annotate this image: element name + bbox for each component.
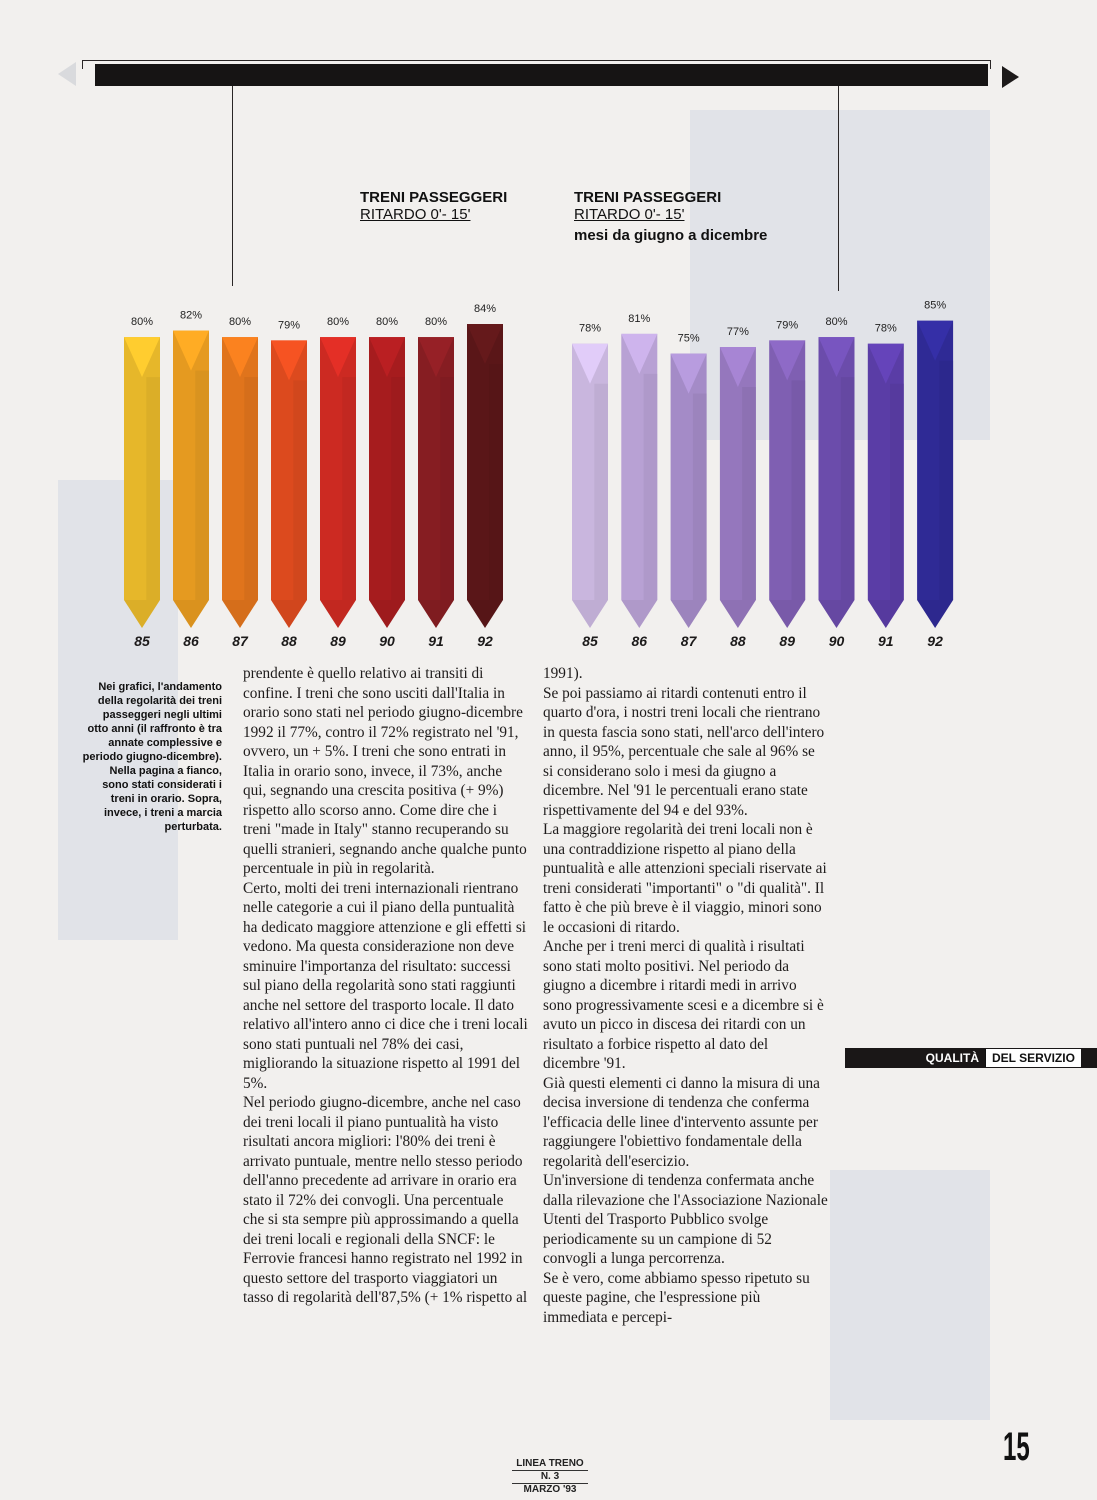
chart1-bar-tip [320, 600, 356, 628]
chart2-bar-tip [917, 600, 953, 628]
chart1-category-label: 89 [330, 633, 346, 649]
chart1-bar-88 [271, 340, 307, 628]
col2-paragraph-6: Un'inversione di tendenza confermata anche dalla rilevazione che l'Associazione Nazionale Utenti del Trasporto Pubblico svolge periodicamente su un campione di 52 convogli a lunga percorrenza. [543, 1172, 828, 1267]
chart2-category-label: 86 [631, 633, 648, 649]
footer-date: MARZO '93 [523, 1484, 577, 1495]
chart2-category-label: 90 [828, 633, 845, 649]
chart1-bar-shade [440, 377, 454, 600]
chart2-title-text: TRENI PASSEGGERI [574, 189, 722, 206]
chart1-bar-90 [369, 337, 405, 628]
chart1-value-label: 80% [424, 316, 448, 329]
chart2-value-label: 78% [578, 322, 602, 335]
chart1-bar-87 [222, 337, 258, 628]
chart2-bar-tip [868, 600, 904, 628]
chart2-bar-89 [769, 340, 805, 628]
chart1-bar-shade [146, 377, 160, 600]
chart2-value-label: 75% [677, 332, 700, 345]
chart2-bar-91 [868, 344, 904, 628]
chart1-value-label: 79% [277, 319, 301, 332]
footer-magazine: LINEA TRENO [516, 1458, 584, 1469]
chart2-bar-88 [720, 347, 756, 628]
chart2-bar-86 [621, 334, 657, 628]
chart2-bar-tip [819, 600, 855, 628]
chart2-value-label: 77% [726, 326, 749, 338]
chart2-bar-tip [621, 600, 657, 628]
chart2-bar-90 [819, 337, 855, 628]
chart2-value-label: 78% [874, 322, 897, 335]
chart2-value-label: 80% [825, 316, 848, 329]
chart2-bar-87 [671, 354, 707, 628]
article-column-1 [243, 664, 528, 1308]
chart2-bar-shade [841, 377, 855, 600]
col2-paragraph-3: La maggiore regolarità dei treni locali non è una contraddizione rispetto al piano della puntualità e alle attenzioni speciali riservate ai treni considerati "importanti" o "di qualità". Il fatto è che più breve è il viaggio, minori sono le occasioni di ritardo. [543, 821, 827, 936]
chart2-bar-shade [742, 387, 756, 600]
chart1-bar-shade [195, 371, 209, 600]
chart1-bar-85 [124, 337, 160, 628]
chart2-value-label: 79% [776, 319, 799, 332]
chart1-bar-92 [467, 324, 503, 628]
chart2-bar-85 [572, 344, 608, 628]
chart2-category-label: 88 [730, 633, 746, 649]
chart2-bar-tip [572, 600, 608, 628]
chart1-bar-shade [244, 377, 258, 600]
chart2-bar-tip [769, 600, 805, 628]
chart1-value-label: 84% [473, 303, 497, 315]
article-column-2 [543, 664, 828, 1327]
chart1-bar-tip [222, 600, 258, 628]
chart1-category-label: 91 [428, 633, 444, 649]
chart2-bar-shade [939, 361, 953, 600]
chart2-bar-92 [917, 321, 953, 628]
chart1-bar-tip [418, 600, 454, 628]
chart1-bar-tip [124, 600, 160, 628]
col2-paragraph-4: Anche per i treni merci di qualità i risultati sono stati molto positivi. Nel periodo da giugno a dicembre i ritardi medi in arrivo sono progressivamente scesi e a dicembre si è avuto un picco in discesa dei ritardi con un risultato a forbice rispetto al dato del dicembre '91. [543, 938, 824, 1072]
figure-caption: Nei grafici, l'andamento della regolarità dei treni passeggeri negli ultimi otto anni (il raffronto è tra annate complessive e periodo giugno-dicembre). Nella pagina a fianco, sono stati considerati i treni in orario. Sopra, invece, i treni a marcia perturbata. [82, 681, 222, 833]
chart1-category-label: 85 [134, 633, 150, 649]
chart2-bar-shade [693, 394, 707, 600]
chart2-category-label: 85 [582, 633, 598, 649]
chart1-bar-shade [391, 377, 405, 600]
col2-paragraph-2: Se poi passiamo ai ritardi contenuti entro il quarto d'ora, i nostri treni locali che rientrano in questa fascia sono stati, nell'arco dell'intero anno, il 95%, percentuale che sale al 96% se si considerano solo i mesi da giugno a dicembre. Nel '91 le percentuali erano state rispettivamente del 94 e del 93%. [543, 684, 825, 819]
col1-paragraph-1: prendente è quello relativo ai transiti di confine. I treni che sono usciti dall'Italia in orario sono stati nel periodo giugno-dicembre 1992 il 77%, contro il 72% registrato nel '91, ovvero, un + 5%. I treni che sono entrati in Italia in orario sono, invece, il 73%, anche qui, segnando una crescita positiva (+ 9%) rispetto allo scorso anno. Come dire che i treni "made in Italy" stanno recuperando su quelli stranieri, segnando anche qualche punto percentuale in più in regolarità. [243, 665, 527, 877]
chart2-value-label: 85% [924, 299, 947, 312]
chart1-value-label: 80% [326, 316, 350, 329]
chart1-value-label: 80% [228, 316, 252, 329]
chart1-bar-tip [173, 600, 209, 628]
chart1-title-text: TRENI PASSEGGERI [360, 189, 508, 206]
chart2-category-label: 89 [779, 633, 795, 649]
chart2-bar-shade [594, 384, 608, 600]
chart2-bar-tip [720, 600, 756, 628]
footer-issue: N. 3 [540, 1471, 560, 1482]
chart1-category-label: 92 [477, 633, 493, 649]
chart1-bar-shade [293, 380, 307, 600]
chart1-bar-91 [418, 337, 454, 628]
col1-paragraph-2: Certo, molti dei treni internazionali rientrano nelle categorie a cui il piano della puntualità ha dedicato maggiore attenzione e gli effetti si vedono. Ma questa considerazione non deve sminuire l'importanza del risultato: successi sul piano della regolarità sono stati raggiunti anche nel settore del trasporto locale. Il dato relativo all'intero anno ci dice che i treni locali sono stati puntuali nel 78% dei casi, migliorando la situazione rispetto al 1991 del 5%. [243, 879, 528, 1092]
chart1-category-label: 87 [232, 633, 248, 649]
chart2-bar-shade [890, 384, 904, 600]
section-label [845, 1048, 1097, 1068]
chart2-bar-shade [644, 374, 658, 600]
chart1-bar-tip [369, 600, 405, 628]
col2-paragraph-7: Se è vero, come abbiamo spesso ripetuto su queste pagine, che l'espressione più immediata e percepi- [543, 1269, 810, 1326]
col2-paragraph-5: Già questi elementi ci danno la misura di una decisa inversione di tendenza che conferma l'efficacia delle linee d'intervento assunte per raggiungere l'obiettivo fondamentale della regolarità dell'esercizio. [543, 1074, 820, 1170]
chart2-bar-shade [792, 380, 806, 600]
chart2-subtitle: RITARDO 0'- 15' [574, 206, 685, 223]
chart1-bar-89 [320, 337, 356, 628]
chart2-category-label: 87 [680, 633, 697, 649]
chart1-bar-tip [467, 600, 503, 628]
footer [500, 1458, 600, 1496]
chart2-value-label: 81% [628, 312, 651, 325]
chart1-value-label: 80% [130, 316, 154, 329]
chart1-category-label: 88 [281, 633, 297, 649]
chart1-bar-86 [173, 331, 209, 628]
chart2-period: mesi da giugno a dicembre [574, 227, 768, 244]
charts [0, 0, 1097, 660]
section-label-part1: QUALITÀ [925, 1051, 979, 1065]
col1-paragraph-3: Nel periodo giugno-dicembre, anche nel caso dei treni locali il piano puntualità ha visto risultati ancora migliori: l'80% dei treni è arrivato puntuale, mentre nello stesso periodo dell'anno precedente ad arrivare in orario era stato il 72% dei convogli. Una percentuale che si sta sempre più approssimando a quella dei treni locali e regionali della SNCF: le Ferrovie francesi hanno registrato nel 1992 in questo settore del trasporto viaggiatori un tasso di regolarità dell'87,5% (+ 1% rispetto al [243, 1094, 528, 1306]
page-number: 15 [1003, 1425, 1030, 1469]
chart2-category-label: 92 [927, 633, 943, 649]
chart1-value-label: 80% [375, 316, 399, 329]
chart2-bar-tip [671, 600, 707, 628]
chart1-bar-shade [342, 377, 356, 600]
chart2-category-label: 91 [878, 633, 894, 649]
col2-paragraph-1: 1991). [543, 665, 583, 682]
chart1-category-label: 86 [183, 633, 199, 649]
chart1-bar-shade [489, 364, 503, 600]
bleed-through-block-lower [830, 1170, 990, 1420]
chart1-category-label: 90 [379, 633, 395, 649]
chart1-subtitle: RITARDO 0'- 15' [360, 206, 471, 223]
section-label-part2: DEL SERVIZIO [985, 1049, 1081, 1067]
chart1-bar-tip [271, 600, 307, 628]
chart1-value-label: 82% [179, 309, 203, 322]
